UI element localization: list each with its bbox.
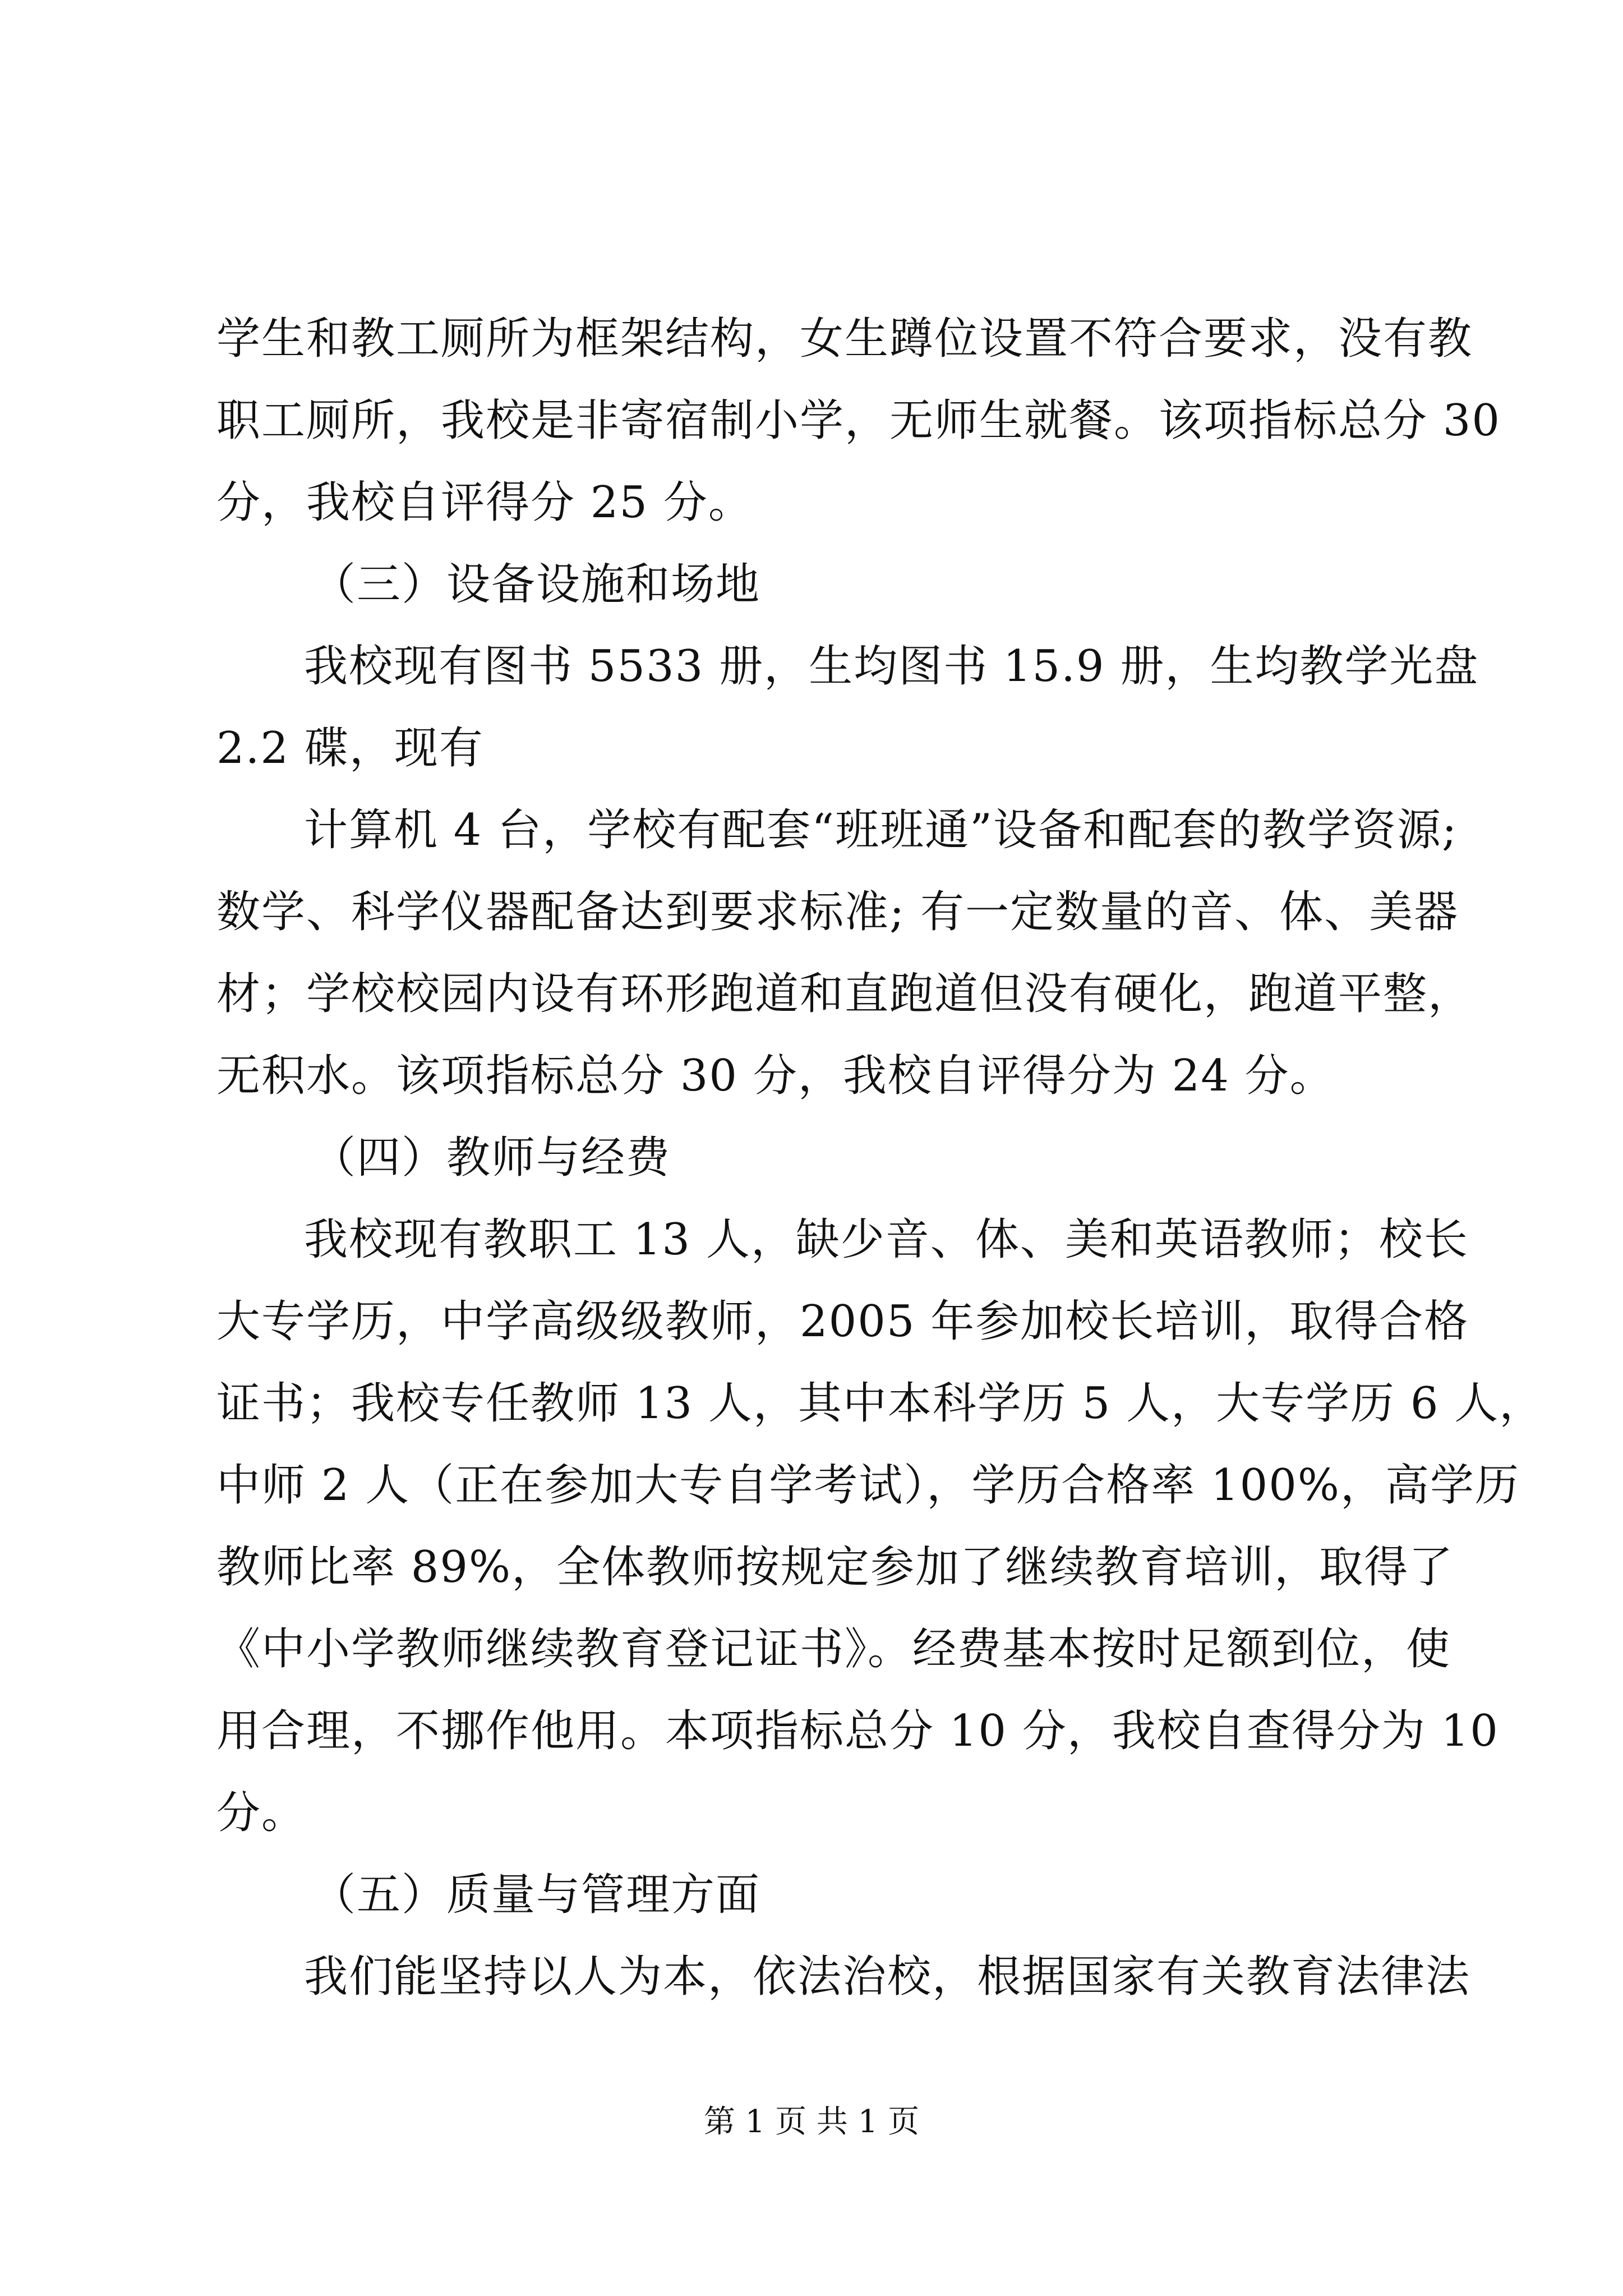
paragraph-line: 我校现有图书 5533 册，生均图书 15.9 册，生均教学光盘 (304, 641, 1479, 692)
paragraph-line: 数学、科学仪器配备达到要求标准; 有一定数量的音、体、美器 (216, 887, 1459, 937)
paragraph-line: 教师比率 89%，全体教师按规定参加了继续教育培训，取得了 (216, 1542, 1454, 1593)
section-heading: （五）质量与管理方面 (312, 1870, 761, 1920)
paragraph-line: 2.2 碟，现有 (216, 723, 484, 774)
paragraph-line: 计算机 4 台，学校有配套“班班通”设备和配套的教学资源; (304, 805, 1458, 855)
paragraph-line: 分。 (216, 1788, 307, 1838)
page-number-footer: 第 1 页 共 1 页 (703, 2104, 920, 2140)
paragraph-line: 用合理，不挪作他用。本项指标总分 10 分，我校自查得分为 10 (216, 1706, 1499, 1756)
section-heading: （三）设备设施和场地 (312, 559, 761, 610)
paragraph-line: 我校现有教职工 13 人，缺少音、体、美和英语教师；校长 (304, 1214, 1469, 1265)
paragraph-line: 职工厕所，我校是非寄宿制小学，无师生就餐。该项指标总分 30 (216, 395, 1501, 446)
paragraph-line: 中师 2 人（正在参加大专自学考试），学历合格率 100%，高学历 (216, 1460, 1520, 1511)
paragraph-line: 无积水。该项指标总分 30 分，我校自评得分为 24 分。 (216, 1051, 1335, 1101)
paragraph-line: 材；学校校园内设有环形跑道和直跑道但没有硬化，跑道平整， (216, 969, 1473, 1019)
paragraph-line: 学生和教工厕所为框架结构，女生蹲位设置不符合要求，没有教 (216, 314, 1473, 364)
section-heading: （四）教师与经费 (312, 1133, 671, 1183)
paragraph-line: 分，我校自评得分 25 分。 (216, 477, 753, 528)
paragraph-line: 《中小学教师继续教育登记证书》。经费基本按时足额到位，使 (216, 1624, 1451, 1674)
paragraph-line: 大专学历，中学高级级教师，2005 年参加校长培训，取得合格 (216, 1296, 1469, 1347)
paragraph-line: 证书；我校专任教师 13 人，其中本科学历 5 人，大专学历 6 人， (216, 1378, 1544, 1429)
paragraph-line: 我们能坚持以人为本，依法治校，根据国家有关教育法律法 (304, 1952, 1471, 2002)
